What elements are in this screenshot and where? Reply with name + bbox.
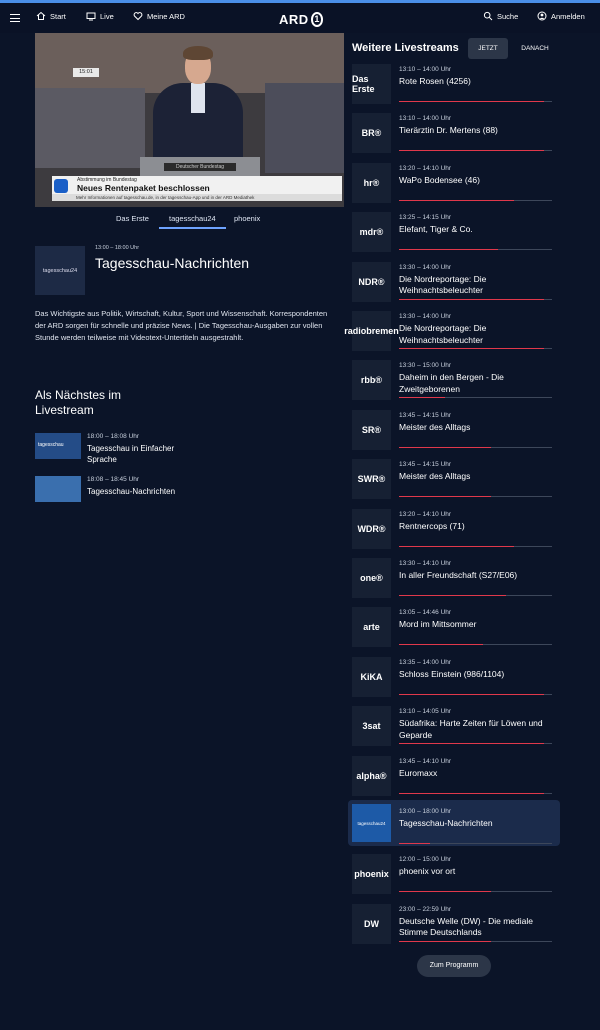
channel-logo: NDR®: [352, 262, 391, 302]
zum-programm-button[interactable]: Zum Programm: [417, 955, 491, 977]
progress-fill: [399, 694, 544, 695]
progress-bar: [399, 348, 552, 349]
tab-danach[interactable]: DANACH: [521, 45, 549, 52]
upcoming-thumb-label: tagesschau: [38, 442, 64, 448]
channel-logo: DW: [352, 904, 391, 944]
progress-bar: [399, 447, 552, 448]
livestream-card[interactable]: [352, 509, 552, 549]
channel-logo: phoenix: [352, 854, 391, 894]
livestream-card[interactable]: [352, 904, 552, 944]
speaker-shirt: [191, 83, 205, 113]
livestream-title: phoenix vor ort: [399, 866, 456, 877]
livestream-time: 13:10 – 14:00 Uhr: [399, 115, 452, 123]
channel-logo: BR®: [352, 113, 391, 153]
livestream-title: Daheim in den Bergen - Die Zweitgeborenen: [399, 372, 504, 394]
nav-meine-ard-label: Meine ARD: [147, 11, 185, 21]
tab-tagesschau24[interactable]: tagesschau24: [169, 214, 216, 223]
channel-logo: 3sat: [352, 706, 391, 746]
livestream-card[interactable]: [352, 64, 552, 104]
progress-fill: [399, 595, 506, 596]
livestream-time: 13:00 – 18:00 Uhr: [399, 808, 452, 815]
livestream-time: 23:00 – 22:59 Uhr: [399, 905, 452, 913]
livestream-title: Rote Rosen (4256): [399, 76, 471, 86]
livestream-title: Rentnercops (71): [399, 520, 465, 531]
nav-live-label: Live: [100, 11, 114, 21]
channel-tabs: [35, 208, 344, 228]
upcoming-item[interactable]: [35, 433, 185, 473]
livestream-card[interactable]: [352, 854, 552, 894]
livestream-card[interactable]: [348, 800, 560, 846]
news-lower-third: [52, 176, 342, 201]
livestream-time: 13:10 – 14:00 Uhr: [399, 66, 452, 73]
lectern-plate: Deutscher Bundestag: [164, 163, 236, 171]
tab-das-erste[interactable]: Das Erste: [116, 214, 149, 223]
channel-logo: tagesschau24: [352, 804, 391, 842]
progress-bar: [399, 743, 552, 744]
current-show-title: Tagesschau-Nachrichten: [95, 255, 250, 271]
channel-logo: rbb®: [352, 360, 391, 400]
progress-bar: [399, 101, 552, 102]
video-background-right: [265, 83, 344, 173]
channel-logo: Das Erste: [352, 64, 391, 104]
progress-fill: [399, 644, 483, 645]
video-player[interactable]: [35, 33, 344, 207]
nav-live[interactable]: [86, 11, 114, 21]
livestream-card[interactable]: [352, 113, 552, 153]
livestream-time: 12:00 – 15:00 Uhr: [399, 856, 452, 864]
progress-bar: [399, 397, 552, 398]
livestream-title: In aller Freundschaft (S27/E06): [399, 570, 518, 580]
livestream-title: Südafrika: Harte Zeiten für Löwen und Geparde: [399, 718, 543, 740]
progress-fill: [399, 101, 544, 102]
progress-bar: [399, 546, 552, 547]
channel-logo: WDR®: [352, 509, 391, 549]
livestream-card[interactable]: [352, 558, 552, 598]
heart-icon: [133, 11, 143, 21]
upcoming-time: 18:08 – 18:45 Uhr: [87, 476, 140, 483]
livestream-time: 13:45 – 14:15 Uhr: [399, 411, 452, 419]
livestream-card[interactable]: [352, 657, 552, 697]
home-icon: [36, 11, 46, 21]
livestream-card[interactable]: [344, 311, 552, 351]
progress-fill: [399, 397, 445, 398]
progress-fill: [399, 496, 491, 497]
lower-third-kicker: Abstimmung im Bundestag: [77, 177, 137, 183]
upcoming-thumbnail: [35, 476, 81, 502]
current-show-logo: tagesschau24: [35, 246, 85, 295]
livestream-title: WaPo Bodensee (46): [399, 174, 480, 185]
livestream-card[interactable]: [352, 706, 552, 746]
video-time-badge: 15:01: [73, 68, 99, 77]
livestream-title: Elefant, Tiger & Co.: [399, 224, 473, 235]
logo-text: ARD: [279, 11, 309, 27]
progress-bar: [399, 200, 552, 201]
progress-bar: [399, 793, 552, 794]
livestream-title: Meister des Alltags: [399, 471, 471, 482]
upcoming-thumbnail: [35, 433, 81, 459]
livestream-time: 13:30 – 14:00 Uhr: [399, 263, 452, 271]
livestream-title: Deutsche Welle (DW) - Die mediale Stimme Deutschlands: [399, 915, 533, 938]
channel-logo: SWR®: [352, 459, 391, 499]
livestream-time: 13:30 – 15:00 Uhr: [399, 362, 452, 370]
login-button[interactable]: [537, 11, 585, 21]
lower-third-info: Mehr Informationen auf tagesschau.de, in der tagesschau-App und in der ARD Mediathek: [52, 194, 342, 201]
tv-icon: [86, 11, 96, 21]
livestream-title: Euromaxx: [399, 767, 438, 778]
livestream-card[interactable]: [352, 459, 552, 499]
livestream-time: 13:20 – 14:10 Uhr: [399, 164, 452, 172]
progress-bar: [399, 249, 552, 250]
livestream-time: 13:30 – 14:00 Uhr: [399, 313, 452, 320]
livestream-title: Mord im Mittsommer: [399, 619, 477, 630]
search-button[interactable]: [483, 11, 518, 21]
logo-mark: 1: [311, 12, 323, 27]
channel-logo: SR®: [352, 410, 391, 450]
tab-jetzt[interactable]: JETZT: [468, 38, 508, 59]
nav-start[interactable]: [36, 11, 66, 21]
progress-bar: [399, 150, 552, 151]
livestream-title: Die Nordreportage: Die Weihnachtsbeleuchter: [399, 273, 487, 296]
progress-fill: [399, 447, 491, 448]
current-show-time: 13:00 – 18:00 Uhr: [95, 245, 140, 251]
search-label: Suche: [497, 11, 519, 21]
progress-bar: [399, 299, 552, 300]
livestream-title: Tagesschau-Nachrichten: [399, 818, 493, 828]
livestream-title: Die Nordreportage: Die Weihnachtsbeleuchter: [399, 323, 487, 345]
progress-bar: [399, 644, 552, 645]
progress-fill: [399, 348, 544, 349]
livestream-time: 13:25 – 14:15 Uhr: [399, 214, 452, 222]
upcoming-title: Tagesschau in Einfacher Sprache: [87, 444, 175, 464]
upcoming-heading: Als Nächstes im Livestream: [35, 388, 122, 417]
livestream-time: 13:10 – 14:05 Uhr: [399, 708, 452, 716]
ard-logo[interactable]: [279, 10, 323, 28]
progress-fill: [399, 891, 491, 892]
progress-fill: [399, 941, 491, 942]
progress-bar: [399, 595, 552, 596]
user-icon: [537, 11, 547, 21]
livestream-title: Meister des Alltags: [399, 421, 471, 432]
livestream-card[interactable]: [352, 262, 552, 302]
current-show-description: Das Wichtigste aus Politik, Wirtschaft, Kultur, Sport und Wissenschaft. Korrespondenten der ARD sorgen für schnelle und präzise News. | Die Tagesschau-Ausgaben zur vollen Stunde werden teilweise mit Videotext-Untertiteln ausgestrahlt.: [35, 309, 328, 342]
progress-fill: [399, 843, 430, 844]
progress-fill: [399, 150, 544, 151]
livestream-time: 13:45 – 14:10 Uhr: [399, 757, 452, 765]
channel-logo: mdr®: [352, 212, 391, 252]
progress-bar: [399, 891, 552, 892]
livestream-title: Tierärztin Dr. Mertens (88): [399, 125, 498, 136]
channel-logo: one®: [352, 558, 391, 598]
upcoming-title: Tagesschau-Nachrichten: [87, 487, 176, 496]
livestream-time: 13:05 – 14:46 Uhr: [399, 609, 452, 617]
progress-fill: [399, 793, 544, 794]
progress-fill: [399, 299, 544, 300]
progress-fill: [399, 743, 544, 744]
upcoming-item[interactable]: [35, 476, 185, 516]
livestream-card[interactable]: [352, 607, 552, 647]
channel-logo: radiobremen: [352, 311, 391, 351]
livestream-card[interactable]: [352, 410, 552, 450]
livestream-card[interactable]: [352, 163, 552, 203]
search-icon: [483, 11, 493, 21]
channel-logo: alpha®: [352, 756, 391, 796]
livestream-card[interactable]: [352, 360, 552, 400]
progress-fill: [399, 249, 498, 250]
nav-meine-ard[interactable]: [133, 11, 185, 21]
channel-logo: arte: [352, 607, 391, 647]
livestream-card[interactable]: [352, 756, 552, 796]
livestream-card[interactable]: [352, 212, 552, 252]
progress-bar: [399, 843, 552, 844]
login-label: Anmelden: [551, 11, 585, 21]
tagesschau-app-icon: [54, 179, 68, 193]
progress-fill: [399, 546, 514, 547]
livestream-time: 13:45 – 14:15 Uhr: [399, 461, 452, 469]
top-navigation: [0, 3, 600, 33]
livestreams-heading: Weitere Livestreams: [352, 42, 459, 54]
menu-icon[interactable]: [10, 14, 20, 22]
channel-logo: hr®: [352, 163, 391, 203]
speaker-hair: [183, 46, 213, 60]
progress-bar: [399, 941, 552, 942]
upcoming-time: 18:00 – 18:08 Uhr: [87, 433, 140, 440]
nav-start-label: Start: [50, 11, 66, 21]
progress-fill: [399, 200, 514, 201]
video-background-left: [35, 88, 145, 168]
progress-bar: [399, 496, 552, 497]
livestream-time: 13:20 – 14:10 Uhr: [399, 510, 452, 518]
channel-logo: KiKA: [352, 657, 391, 697]
livestream-time: 13:35 – 14:00 Uhr: [399, 658, 452, 666]
tab-phoenix[interactable]: phoenix: [234, 214, 261, 223]
progress-bar: [399, 694, 552, 695]
livestream-time: 13:30 – 14:10 Uhr: [399, 560, 452, 567]
livestream-title: Schloss Einstein (986/1104): [399, 668, 505, 679]
lower-third-headline: Neues Rentenpaket beschlossen: [77, 183, 210, 193]
